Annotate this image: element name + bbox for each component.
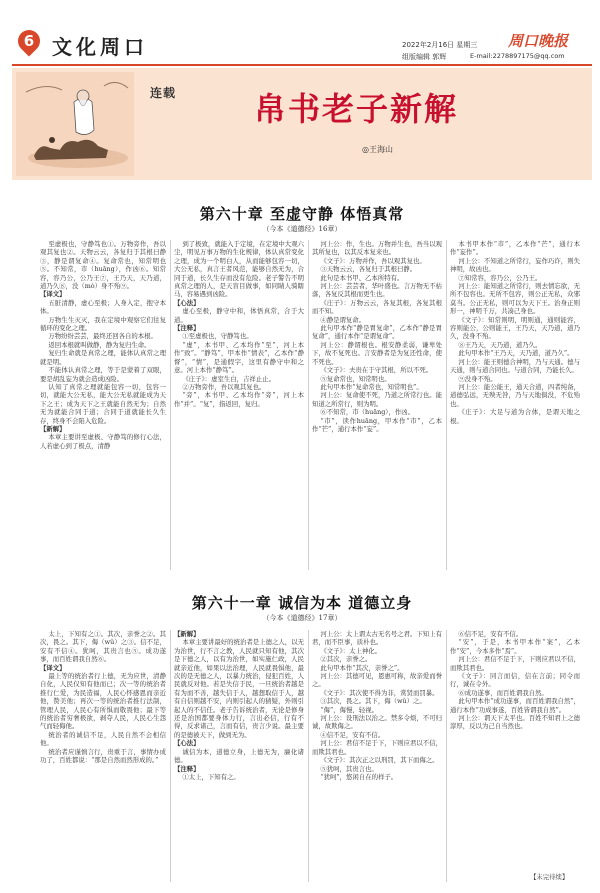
text-paragraph: ②万物旁作，吾以观其复也。 xyxy=(182,382,266,391)
section-label: 【新解】 xyxy=(174,630,200,638)
text-paragraph: 此句甲本作“静是胃复命”，乙本作“静是胃复命”，通行本作“是谓复命”。 xyxy=(312,324,442,341)
chapter-60-column-2 xyxy=(174,240,304,570)
text-paragraph: 河上公：静谓根也。根安静柔弱，谦卑处下，故不复死也。言安静者是为复还性命，使不死也。 xyxy=(312,340,442,366)
chapter-61-column-4 xyxy=(450,630,580,870)
text-paragraph: ⑤复命常也，知常明也。 xyxy=(320,374,391,383)
column-title: 帛书老子新解 xyxy=(254,90,459,128)
chapter-61-source: （今本《道德经》17章） xyxy=(262,614,342,622)
chapter-60-column-1 xyxy=(40,240,166,570)
text-paragraph: “犹呵”，悠闲自在的样子。 xyxy=(320,772,398,781)
text-paragraph: 万物生生灭灭，我在定境中观察它们往复循环的变化之理。 xyxy=(40,315,166,333)
text-paragraph: ③天物云云，各复归于其根曰静。 xyxy=(320,265,417,274)
text-paragraph: 《文子》：其次正之以刑罚，其下而侮之。 xyxy=(320,756,439,765)
text-paragraph: 认知了真常之理就能包容一切，包容一切，就能大公无私，能大公无私就能成为天下之王；成为天下之王就能自然无为；自然无为就能合同于道；合同于道就能长久生存，终身不会陷入危险。 xyxy=(40,382,166,425)
text-paragraph: 河上公：芸芸者，华叶盛也。言万物无不枯落，各复反其根而更生也。 xyxy=(312,282,442,299)
text-paragraph: ⑥不知常，巿（huāng），作凶。 xyxy=(320,408,415,417)
text-paragraph: ③其次，畏之。其下，侮（wǔ）之。 xyxy=(320,697,426,706)
column-divider xyxy=(170,240,171,570)
section-title: 文化周口 xyxy=(52,35,148,59)
text-paragraph: 返回本根就叫做静，静为复归生命。 xyxy=(48,340,151,349)
text-paragraph: ⑤犹呵，其贵言也。 xyxy=(320,764,378,773)
text-paragraph: 最上等的统治者行上德，无为应世，清静自化，人民仅知有他而已；次一等的统治者推行仁爱，为民造福，人民心怀感恩而亲近他，赞美他；再次一等的统治者推行法制，管理人民，人民心有所惧而敬畏他；最下等的统治者穷奢极欲，剥夺人民，人民心生怨气而轻侮他。 xyxy=(40,672,166,731)
text-paragraph: 河上公：不知道之所常行，妄作巧诈，则失神明，故凶也。 xyxy=(450,256,580,274)
column-divider xyxy=(446,240,447,570)
text-paragraph: 河上公：复命使不死，乃道之所常行也。能知道之所常行，则为明。 xyxy=(312,391,442,408)
text-paragraph: ④静是谓复命。 xyxy=(320,315,366,324)
text-paragraph: ②其次，亲誉之。 xyxy=(320,655,372,664)
column-divider xyxy=(170,630,171,882)
section-label: 【译文】 xyxy=(40,290,66,299)
text-paragraph: ⑧王乃天，天乃道，道乃久。 xyxy=(458,340,542,349)
author-byline: ◎王海山 xyxy=(362,145,393,154)
chapter-61-title: 第六十一章 诚信为本 道德立身 xyxy=(191,594,413,612)
chapter-60-column-3 xyxy=(312,240,442,570)
section-label: 【心法】 xyxy=(174,298,200,307)
text-paragraph: 诚信为本，道德立身，上德无为，廉化诸德。 xyxy=(174,747,304,765)
text-paragraph: 本章主要讲最好的统治者是上德之人，以无为治世，行不言之教，人民就只知有他，其次是下德之人，以有为治世，如实施仁政，人民就亲近他，如果以法治理，人民就畏惧他，最次的是无德之人，以暴力统治，侵犯百姓，人民就反对他。若是失信于民，一旦统治者越是有为而不善，越失信于人，越想取信于人，越有自信则越不安，内则引起人的猜疑，外则引起人的不信任。老子告诉统治者，无论是修身还是治国都要身体力行，言出必信，行有不得，反求诸己，言而有信，贵言少说。最主要的是德被天下，做到无为。 xyxy=(174,638,304,739)
issue-date: 2022年2月16日 星期三 xyxy=(402,41,478,49)
text-paragraph: 复归生命就是真常之理，能体认真常之理就是明。 xyxy=(40,349,166,366)
text-paragraph: “安”，于是，本书甲本作“案”，乙本作“安”，今本多作“焉”。 xyxy=(450,638,580,655)
column-divider xyxy=(446,630,447,882)
text-paragraph: 《庄子》：大足与道为合体，是谓天地之根。 xyxy=(450,408,580,425)
text-paragraph: 此句甲本作“成功遂事，而百姓谓我自然”，通行本作“功成事遂，百姓皆谓我自然”。 xyxy=(450,697,580,714)
chapter-60-column-4 xyxy=(450,240,580,570)
text-paragraph: ⑦知常容，容乃公，公乃王。 xyxy=(458,273,542,282)
text-paragraph: “巿”，读作huāng，甲本作“巿”，乙本作“芒”，通行本作“妄”。 xyxy=(312,416,442,433)
text-paragraph: 河上公：君信不足于下，下则应君以不信，而欺其君也。 xyxy=(312,739,442,756)
text-paragraph: 《文子》：夫贵在于守其根，所以不死。 xyxy=(320,366,433,375)
section-label: 【注释】 xyxy=(174,324,200,333)
text-paragraph: 此句甲本作“其次，亲誉之”。 xyxy=(320,663,404,672)
text-paragraph: 河上公：其德可见，恩惠可称，故亲爱而誉之。 xyxy=(312,672,442,689)
text-paragraph: 《庄子》：虚室生白，吉祥止止。 xyxy=(182,374,275,383)
article-banner xyxy=(12,68,592,180)
page-number-badge xyxy=(13,25,44,56)
text-paragraph: ⑥信不足，安有不信。 xyxy=(458,630,523,638)
text-paragraph: 本章主要讲至虚极、守静笃的修行心法，人若虚心到了极点，清静 xyxy=(40,433,166,450)
text-paragraph: 河上公：作，生也。万物并生也，吾当以观其所复也，以其反本复来也。 xyxy=(312,240,442,257)
text-paragraph: 《文子》：同言而信，信在言前；同令而行，诚在令外。 xyxy=(450,672,580,689)
text-paragraph: ①至虚极也，守静笃也。 xyxy=(182,332,253,341)
serial-label: 连载 xyxy=(150,86,177,100)
text-paragraph: 河上公：君信不足于下，下则应君以不信，而欺其君也。 xyxy=(450,655,580,672)
text-paragraph: 此句甲本作“王乃天，天乃道，道乃久”。 xyxy=(458,349,574,358)
chapter-60-title: 第六十章 至虚守静 体悟真常 xyxy=(199,205,405,223)
text-paragraph: 此句是本书甲、乙本所特有。 xyxy=(320,273,404,282)
text-paragraph: 《文子》：万物并作，吾以观其复也。 xyxy=(320,256,426,265)
text-paragraph: “侮”，侮慢，轻视。 xyxy=(320,705,378,714)
text-paragraph: 《文子》：太上神化。 xyxy=(320,646,382,655)
chapter-60-source: （今本《道德经》16章） xyxy=(262,225,342,233)
page-header xyxy=(0,0,600,62)
column-divider xyxy=(308,240,309,570)
sage-illustration xyxy=(16,72,134,176)
to-be-continued: 【未完待续】 xyxy=(530,873,569,881)
chapter-61-column-3 xyxy=(312,630,442,882)
text-paragraph: ⑥成功遂事，而百姓谓我自然。 xyxy=(458,688,548,697)
chapter-61-column-1 xyxy=(40,630,166,882)
contact-email: E-mail:2278897175@qq.com xyxy=(470,52,565,60)
text-paragraph: “旁”，本书甲、乙本均作“旁”，河上本作“并”。“复”，指返回，复归。 xyxy=(174,391,304,408)
text-paragraph: ⑨没身不殆。 xyxy=(458,374,497,383)
text-paragraph: 至虚极也，守静笃也①。万物旁作，吾以观其复也②。天物云云，各复归于其根曰静③，静是谓复命④。复命常也，知常明也⑤。不知常，巿（huāng），作凶⑥。知常容，容乃公，公乃王⑦，王乃天，天乃道，道乃久⑧，没（mò）身不殆⑨。 xyxy=(40,240,166,291)
editor-credit: 组版编辑 郭辉 xyxy=(402,53,447,61)
text-paragraph: 河上公：设刑法以治之。禁多令烦，不可归诚，故欺侮之。 xyxy=(312,714,442,731)
text-paragraph: 《庄子》：万物云云，各复其根，各复其根而不知。 xyxy=(312,298,442,316)
text-paragraph: 河上公：能公能王，通天合道，四者纯备，道德弘远，无殃无咎，乃与天地俱没，不危殆也。 xyxy=(450,382,580,408)
text-paragraph: 万物纷纷芸芸，最终还回各自的本根。 xyxy=(48,332,157,341)
text-paragraph: ④信不足，安有不信。 xyxy=(320,730,385,739)
text-paragraph: 《文子》：知常则明，明则通，通则能容，容则能公，公则能王，王乃天，天乃道，道乃久，没身不殆。 xyxy=(450,315,580,341)
section-label: 【新解】 xyxy=(40,424,66,433)
text-paragraph: ①太上，下知有之。 xyxy=(182,772,240,781)
text-paragraph: 统治者的诚信不足，人民自然不会相信他。 xyxy=(40,730,166,748)
chapter-61-column-2 xyxy=(174,630,304,882)
text-paragraph: 统治者应谨慎言行，贵重于言，事情办成功了，百姓都说：“那是自然而然形成的。” xyxy=(40,747,166,765)
page-number: 6 xyxy=(23,32,35,50)
section-label: 【心法】 xyxy=(174,739,200,748)
column-divider xyxy=(308,630,309,882)
text-paragraph: 太上，下知有之①。其次，亲誉之②。其次，畏之。其下，侮（wǔ）之③。信不足，安有不信④。犹呵，其贵言也⑤。成功遂事，而百姓谓我自然⑥。 xyxy=(40,630,166,664)
text-paragraph: 《文子》：其次使不得为非，赏贤而罚暴。 xyxy=(320,688,439,697)
text-paragraph: 河上公：太上谓太古无名号之君。下知上有君，而不臣事，质朴也。 xyxy=(312,630,442,647)
newspaper-logo: 周口晚报 xyxy=(508,32,569,50)
text-paragraph: 五脏清静，虚心至极；人身入定，抱守本体。 xyxy=(40,298,166,316)
text-paragraph: 不能体认真常之理，等于是蒙着了双眼，要是胡乱妄为就会造成凶险。 xyxy=(40,366,166,383)
section-label: 【译文】 xyxy=(40,663,66,672)
text-paragraph: 虚心至极，静守中和，体悟真常，合于大道。 xyxy=(174,307,304,324)
text-paragraph: “虚”，本书甲、乙本均作“至”，河上本作“致”。“静笃”，甲本作“情表”，乙本作“静督”，“情”，是通假字，这里有静守中和之意。河上本作“静笃”。 xyxy=(174,340,304,375)
section-label: 【注释】 xyxy=(174,764,200,773)
text-paragraph: 到了极致，就能入于定境，在定境中大观六尘，明见万事万物的生化规律，体认真常变化之理，成为一个明白人，从而能够包容一切，大公无私，真言王者风范，能够自然无为，合同于道，长久生存而没有危险。老子警告不明真常之理的人，是天盲目做事，如同睛人骑瞎马，容易遇到凶险。 xyxy=(174,240,304,299)
text-paragraph: 河上公：能知道之所常行，则去情忘欲，无所不包容也。无所不包容，则公正无私，众邪莫当。公正无私，则可以为天下王。治身正则形一，神明千万，共凑己身也。 xyxy=(450,282,580,316)
text-paragraph: 本书甲本作“巿”，乙本作“芒”，通行本作“妄作”。 xyxy=(450,240,580,257)
text-paragraph: 此句甲本作“复命常也，知常明也”。 xyxy=(320,382,423,391)
text-paragraph: 河上公：谓天下太平也。百姓不知君上之德淳厚，反以为己自当然也。 xyxy=(450,714,580,731)
text-paragraph: 河上公：能王则德合神明，乃与天通。德与天通，则与道合同也。与道合同，乃能长久。 xyxy=(450,357,580,375)
header-rule xyxy=(12,64,592,66)
